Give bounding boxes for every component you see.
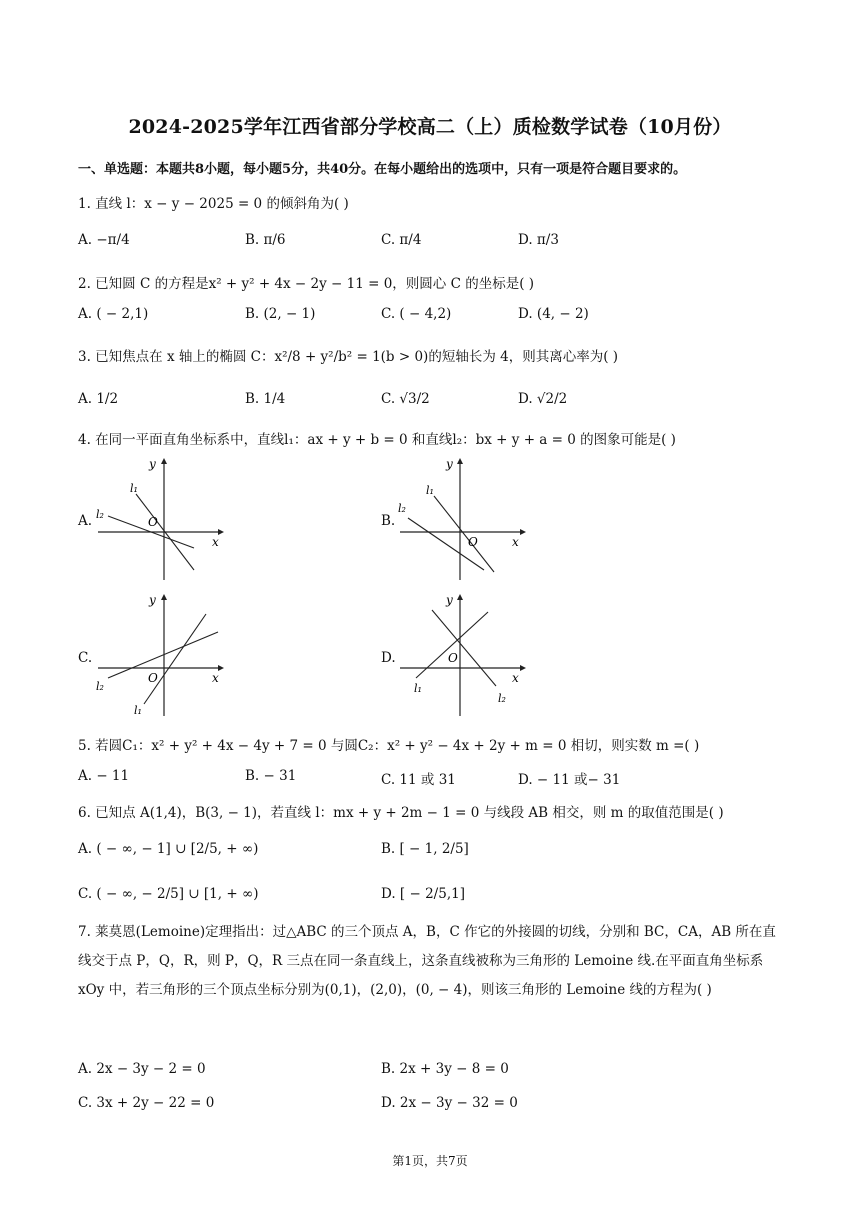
- q4-graph-b: [396, 454, 528, 582]
- x-axis-label: x: [512, 535, 519, 549]
- q5-option-c: C. 11 或 31: [381, 772, 456, 788]
- q7-option-b: B. 2x + 3y − 8 = 0: [381, 1061, 509, 1077]
- section-header: 一、单选题：本题共8小题，每小题5分，共40分。在每小题给出的选项中，只有一项是符合题目要求的。: [78, 162, 687, 177]
- x-axis-label: x: [212, 671, 219, 685]
- q4-option-c: C.: [78, 650, 93, 666]
- question-4-stem: 4. 在同一平面直角坐标系中，直线l₁：ax + y + b = 0 和直线l₂：bx + y + a = 0 的图象可能是( ): [78, 432, 676, 448]
- l1-label: l₁: [130, 482, 138, 495]
- y-axis-label: y: [446, 457, 453, 471]
- q3-option-d: D. √2/2: [518, 391, 568, 407]
- q5-option-d: D. − 11 或− 31: [518, 772, 621, 788]
- q7-option-c: C. 3x + 2y − 22 = 0: [78, 1095, 215, 1111]
- l2-label: l₂: [398, 502, 406, 515]
- q6-option-c: C. ( − ∞, − 2/5] ∪ [1, + ∞): [78, 886, 259, 902]
- q6-option-b: B. [ − 1, 2/5]: [381, 841, 469, 857]
- q2-option-d: D. (4, − 2): [518, 306, 589, 322]
- x-axis-label: x: [212, 535, 219, 549]
- l1-label: l₁: [414, 682, 422, 695]
- q5-option-b: B. − 31: [245, 768, 297, 784]
- q1-option-a: A. −π/4: [78, 232, 130, 248]
- q1-option-d: D. π/3: [518, 232, 559, 248]
- q3-option-a: A. 1/2: [78, 391, 119, 407]
- q3-option-b: B. 1/4: [245, 391, 286, 407]
- q1-option-b: B. π/6: [245, 232, 286, 248]
- question-1-stem: 1. 直线 l：x − y − 2025 = 0 的倾斜角为( ): [78, 196, 349, 212]
- q2-option-a: A. ( − 2,1): [78, 306, 149, 322]
- origin-label: O: [148, 671, 158, 685]
- l2-label: l₂: [96, 508, 104, 521]
- question-7-stem: 7. 莱莫恩(Lemoine)定理指出：过△ABC 的三个顶点 A，B，C 作它的外接圆的切线，分别和 BC，CA，AB 所在直线交于点 P，Q，R，则 P，Q，R 三点在同一条直线上，这条直线被称为三角形的 Lemoine 线.在平面直角坐标系 xOy 中，若三角形的三个顶点坐标分别为(0,1)，(2,0)，(0, − 4)，则该三角形的 Lemoine 线的方程为( ): [78, 924, 776, 998]
- q1-option-c: C. π/4: [381, 232, 422, 248]
- q4-option-a: A.: [78, 513, 93, 529]
- y-axis-label: y: [149, 593, 156, 607]
- question-3-stem: 3. 已知焦点在 x 轴上的椭圆 C：x²/8 + y²/b² = 1(b > 0)的短轴长为 4，则其离心率为( ): [78, 349, 619, 365]
- q6-option-d: D. [ − 2/5,1]: [381, 886, 465, 902]
- y-axis-label: y: [446, 593, 453, 607]
- origin-label: O: [148, 515, 158, 529]
- q3-option-c: C. √3/2: [381, 391, 430, 407]
- page-footer: 第1页，共7页: [392, 1154, 468, 1168]
- l1-label: l₁: [134, 704, 142, 717]
- l2-label: l₂: [498, 692, 506, 705]
- question-5-stem: 5. 若圆C₁：x² + y² + 4x − 4y + 7 = 0 与圆C₂：x² + y² − 4x + 2y + m = 0 相切，则实数 m =( ): [78, 738, 700, 754]
- origin-label: O: [448, 651, 458, 665]
- q2-option-c: C. ( − 4,2): [381, 306, 452, 322]
- y-axis-label: y: [149, 457, 156, 471]
- origin-label: O: [468, 535, 478, 549]
- l2-label: l₂: [96, 680, 104, 693]
- q4-option-d: D.: [381, 650, 396, 666]
- x-axis-label: x: [512, 671, 519, 685]
- q6-option-a: A. ( − ∞, − 1] ∪ [2/5, + ∞): [78, 841, 259, 857]
- exam-title: 2024-2025学年江西省部分学校高二（上）质检数学试卷（10月份）: [128, 116, 732, 138]
- q4-graph-a: [94, 454, 226, 582]
- q7-option-d: D. 2x − 3y − 32 = 0: [381, 1095, 518, 1111]
- q4-option-b: B.: [381, 513, 396, 529]
- q7-option-a: A. 2x − 3y − 2 = 0: [78, 1061, 206, 1077]
- question-2-stem: 2. 已知圆 C 的方程是x² + y² + 4x − 2y − 11 = 0，则圆心 C 的坐标是( ): [78, 276, 535, 292]
- l1-label: l₁: [426, 484, 434, 497]
- q4-graph-c: [94, 590, 226, 718]
- q5-option-a: A. − 11: [78, 768, 130, 784]
- q4-graph-d: [396, 590, 528, 718]
- q2-option-b: B. (2, − 1): [245, 306, 316, 322]
- question-6-stem: 6. 已知点 A(1,4)，B(3, − 1)，若直线 l：mx + y + 2m − 1 = 0 与线段 AB 相交，则 m 的取值范围是( ): [78, 805, 724, 821]
